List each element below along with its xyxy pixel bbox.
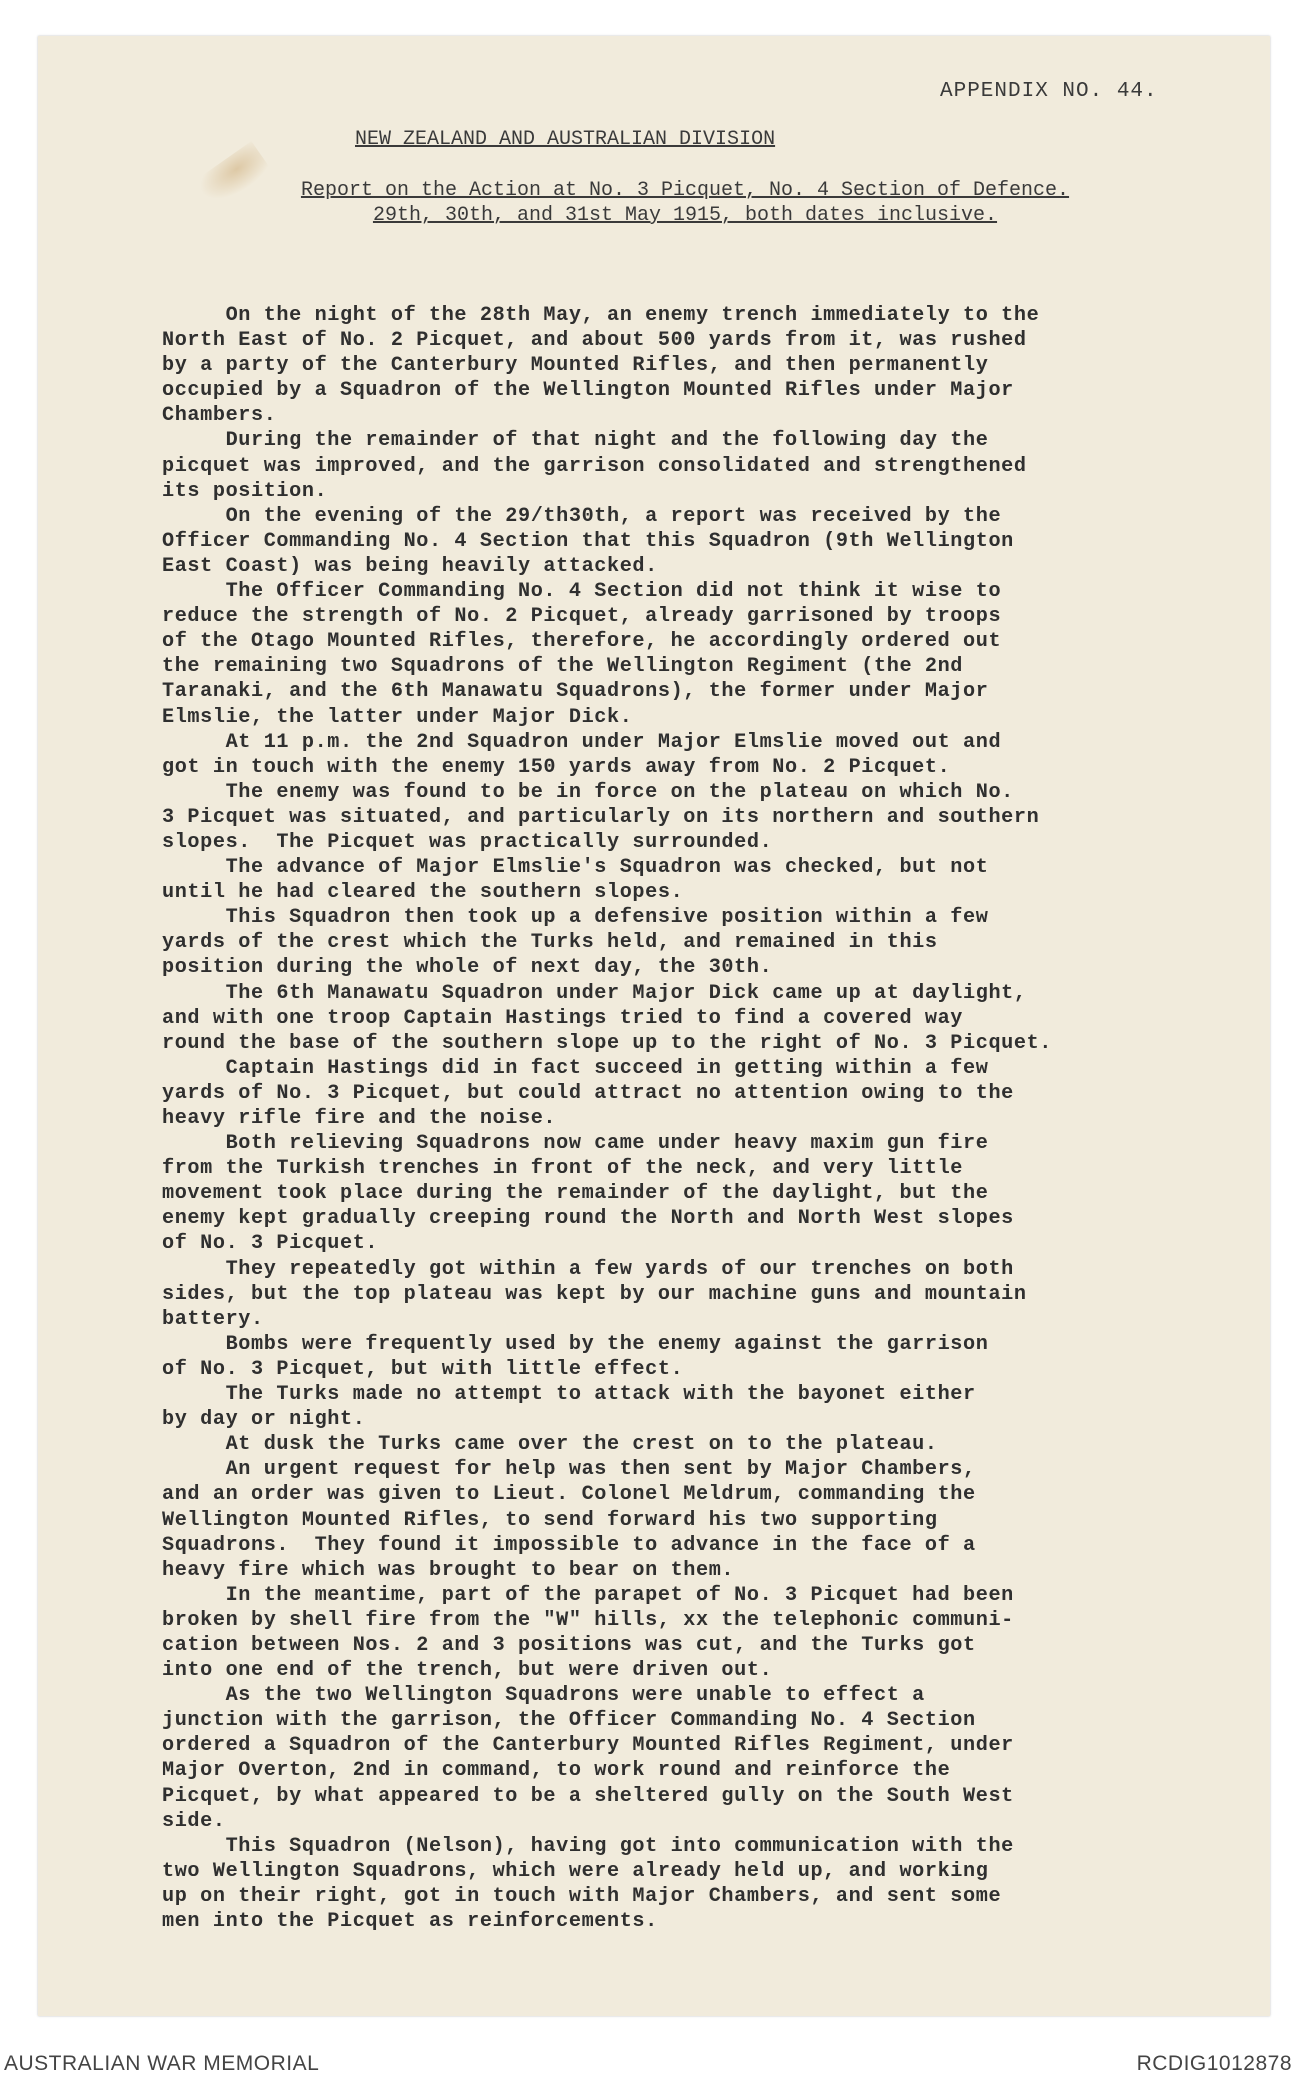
body-line: Chambers. xyxy=(162,404,277,428)
body-line: Captain Hastings did in fact succeed in getting within a few xyxy=(162,1056,989,1080)
body-line: men into the Picquet as reinforcements. xyxy=(162,1910,658,1933)
body-line: This Squadron then took up a defensive position within a few xyxy=(162,906,989,930)
body-line: movement took place during the remainder of the daylight, but the xyxy=(162,1182,989,1206)
body-line: In the meantime, part of the parapet of No. 3 Picquet had been xyxy=(162,1583,1014,1607)
body-line: Squadrons. They found it impossible to advance in the face of a xyxy=(162,1533,976,1557)
footer-id: RCDIG1012878 xyxy=(1136,2052,1292,2075)
body-line: The advance of Major Elmslie's Squadron was checked, but not xyxy=(162,856,989,880)
footer-source: AUSTRALIAN WAR MEMORIAL xyxy=(4,2052,320,2075)
body-line: Bombs were frequently used by the enemy against the garrison xyxy=(162,1332,989,1356)
body-line: yards of the crest which the Turks held, and remained in this xyxy=(162,931,938,955)
body-line: round the base of the southern slope up to the right of No. 3 Picquet. xyxy=(162,1031,1053,1055)
body-line: occupied by a Squadron of the Wellington Mounted Rifles under Major xyxy=(162,379,1014,403)
body-line: heavy rifle fire and the noise. xyxy=(162,1107,557,1130)
body-line: of the Otago Mounted Rifles, therefore, he accordingly ordered out xyxy=(162,630,1002,654)
report-body xyxy=(162,303,1222,1934)
body-line: picquet was improved, and the garrison consolidated and strengthened xyxy=(162,454,1027,478)
body-line: On the night of the 28th May, an enemy trench immediately to the xyxy=(162,304,1040,327)
body-line: The Officer Commanding No. 4 Section did not think it wise to xyxy=(162,580,1002,604)
division-heading: NEW ZEALAND AND AUSTRALIAN DIVISION xyxy=(355,128,776,151)
appendix-number: APPENDIX NO. 44. xyxy=(940,80,1158,103)
body-line: On the evening of the 29/th30th, a report was received by the xyxy=(162,504,1002,528)
body-line: Taranaki, and the 6th Manawatu Squadrons), the former under Major xyxy=(162,680,989,704)
body-line: Picquet, by what appeared to be a sheltered gully on the South West xyxy=(162,1784,1014,1808)
body-line: position during the whole of next day, the 30th. xyxy=(162,956,773,980)
body-line: sides, but the top plateau was kept by our machine guns and mountain xyxy=(162,1282,1027,1306)
body-line: cation between Nos. 2 and 3 positions was cut, and the Turks got xyxy=(162,1633,976,1657)
body-line: until he had cleared the southern slopes. xyxy=(162,881,684,905)
body-line: and an order was given to Lieut. Colonel Meldrum, commanding the xyxy=(162,1483,976,1507)
body-line: East Coast) was being heavily attacked. xyxy=(162,554,658,578)
report-title-line: 29th, 30th, and 31st May 1915, both dates inclusive. xyxy=(372,204,998,227)
body-line: An urgent request for help was then sent by Major Chambers, xyxy=(162,1458,976,1482)
body-line: During the remainder of that night and the following day the xyxy=(162,429,989,453)
body-line: the remaining two Squadrons of the Wellington Regiment (the 2nd xyxy=(162,655,964,679)
body-line: Both relieving Squadrons now came under heavy maxim gun fire xyxy=(162,1132,989,1156)
report-title-line: Report on the Action at No. 3 Picquet, No. 4 Section of Defence. xyxy=(300,179,1070,202)
body-line: junction with the garrison, the Officer Commanding No. 4 Section xyxy=(162,1709,976,1733)
body-line: of No. 3 Picquet, but with little effect. xyxy=(162,1357,684,1381)
body-line: heavy fire which was brought to bear on them. xyxy=(162,1558,735,1582)
body-line: yards of No. 3 Picquet, but could attract no attention owing to the xyxy=(162,1081,1014,1105)
body-line: Wellington Mounted Rifles, to send forward his two supporting xyxy=(162,1508,938,1532)
body-line: up on their right, got in touch with Major Chambers, and sent some xyxy=(162,1884,1002,1908)
body-line: 3 Picquet was situated, and particularly on its northern and southern xyxy=(162,805,1040,829)
body-line: battery. xyxy=(162,1307,264,1331)
body-line: ordered a Squadron of the Canterbury Mounted Rifles Regiment, under xyxy=(162,1734,1014,1758)
body-line: The 6th Manawatu Squadron under Major Dick came up at daylight, xyxy=(162,981,1027,1005)
body-line: got in touch with the enemy 150 yards away from No. 2 Picquet. xyxy=(162,755,951,779)
body-line: As the two Wellington Squadrons were unable to effect a xyxy=(162,1684,925,1708)
body-line: reduce the strength of No. 2 Picquet, already garrisoned by troops xyxy=(162,605,1002,629)
body-line: North East of No. 2 Picquet, and about 500 yards from it, was rushed xyxy=(162,329,1027,353)
report-title xyxy=(205,178,1165,228)
body-line: They repeatedly got within a few yards of our trenches on both xyxy=(162,1257,1014,1281)
body-line: This Squadron (Nelson), having got into communication with the xyxy=(162,1834,1014,1858)
body-line: by a party of the Canterbury Mounted Rifles, and then permanently xyxy=(162,354,989,378)
body-line: Major Overton, 2nd in command, to work round and reinforce the xyxy=(162,1759,951,1783)
body-line: The enemy was found to be in force on the plateau on which No. xyxy=(162,780,1014,804)
body-line: At dusk the Turks came over the crest on to the plateau. xyxy=(162,1433,938,1457)
body-line: its position. xyxy=(162,479,328,503)
body-line: Officer Commanding No. 4 Section that this Squadron (9th Wellington xyxy=(162,529,1014,553)
body-line: The Turks made no attempt to attack with the bayonet either xyxy=(162,1383,976,1407)
body-line: and with one troop Captain Hastings tried to find a covered way xyxy=(162,1006,964,1030)
body-line: broken by shell fire from the "W" hills, xx the telephonic communi- xyxy=(162,1608,1014,1632)
body-line: by day or night. xyxy=(162,1408,366,1432)
body-line: side. xyxy=(162,1809,226,1833)
body-line: At 11 p.m. the 2nd Squadron under Major Elmslie moved out and xyxy=(162,730,1002,754)
body-line: into one end of the trench, but were driven out. xyxy=(162,1659,773,1683)
body-line: two Wellington Squadrons, which were already held up, and working xyxy=(162,1859,989,1883)
body-line: from the Turkish trenches in front of the neck, and very little xyxy=(162,1157,964,1181)
body-line: slopes. The Picquet was practically surrounded. xyxy=(162,830,773,854)
body-line: of No. 3 Picquet. xyxy=(162,1232,379,1256)
body-line: enemy kept gradually creeping round the North and North West slopes xyxy=(162,1207,1014,1231)
body-line: Elmslie, the latter under Major Dick. xyxy=(162,705,633,729)
